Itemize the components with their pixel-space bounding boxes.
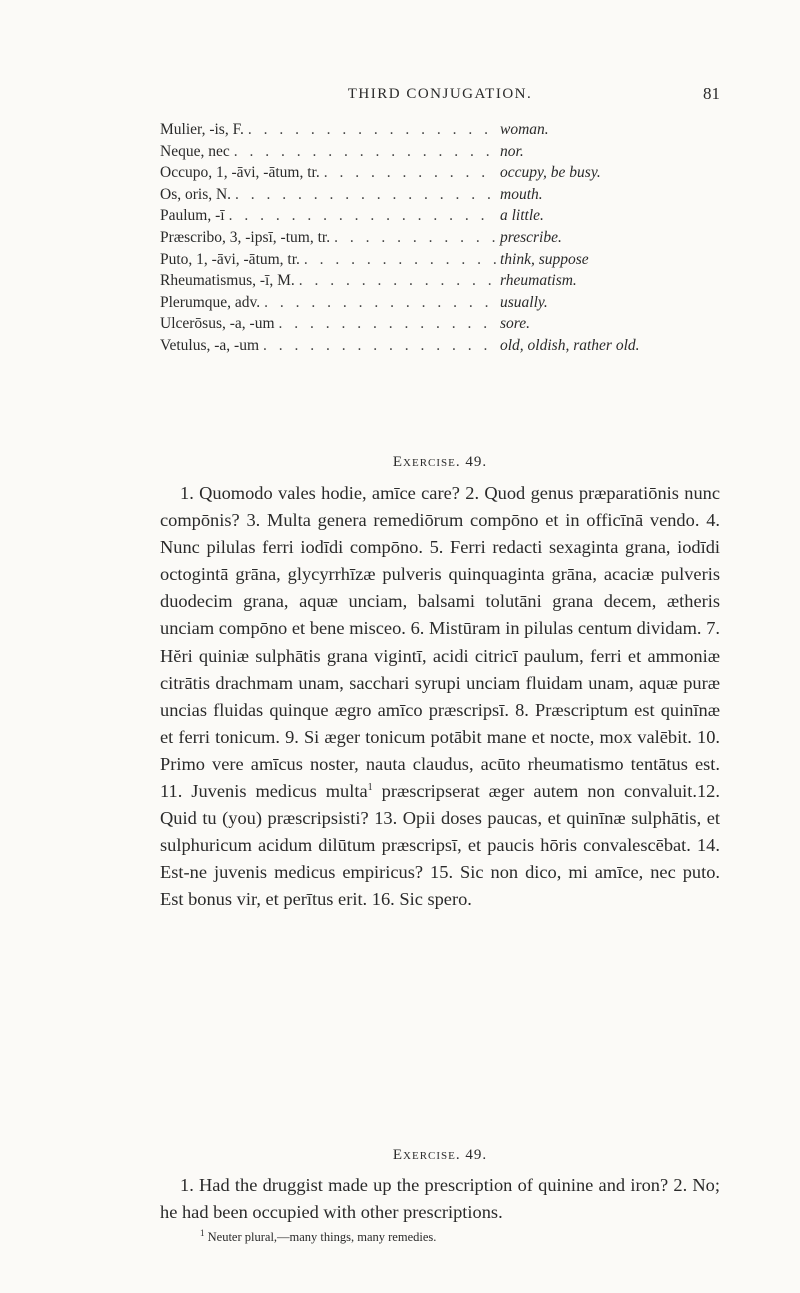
- sentence: 8. Præscriptum est quinīnæ et ferri tonicum.: [160, 699, 720, 747]
- sentence: 7. Hĕri quiniæ sulphātis grana vigintī, acidi citricī paulum, ferri et ammoniæ citrātis drachmam unam, sacchari syrupi unciam fluidam unam, aquæ puræ uncias fluidas quinque ægro amīco præscripsī.: [160, 618, 720, 720]
- footnote-number: 1: [200, 1227, 205, 1238]
- vocab-latin: Occupo, 1, -āvi, -ātum, tr.: [160, 164, 320, 182]
- sentence: 1. Had the druggist made up the prescription of quinine and iron?: [180, 1175, 669, 1195]
- sentence: 11. Juvenis medicus multa: [160, 781, 368, 802]
- dot-leader: [248, 121, 496, 139]
- footnote: [200, 1227, 720, 1245]
- sentence-continued: præscripserat æger autem non convaluit.: [381, 781, 697, 802]
- vocab-entry: [160, 164, 720, 186]
- sentence: 3. Multa genera remediōrum compōno et in officīnā vendo.: [246, 510, 700, 531]
- vocab-english: old, oldish, rather old.: [500, 336, 640, 354]
- vocab-latin: Neque, nec: [160, 142, 230, 160]
- vocab-english: rheumatism.: [500, 272, 577, 290]
- vocab-english: mouth.: [500, 185, 543, 203]
- dot-leader: [234, 143, 496, 161]
- sentence: 2. No; he had been occupied with other prescriptions.: [160, 1175, 720, 1223]
- vocab-entry: [160, 315, 720, 337]
- sentence: Est bonus vir, et perītus erit.: [160, 889, 368, 910]
- vocab-english: prescribe.: [500, 228, 562, 246]
- vocab-latin: Puto, 1, -āvi, -ātum, tr.: [160, 250, 300, 268]
- vocab-latin: Ulcerōsus, -a, -um: [160, 315, 275, 333]
- english-exercise: [160, 1172, 720, 1226]
- vocab-entry: [160, 186, 720, 208]
- dot-leader: [263, 337, 496, 355]
- vocab-latin: Rheumatismus, -ī, M.: [160, 272, 295, 290]
- vocab-english: woman.: [500, 121, 549, 138]
- vocab-english: sore.: [500, 315, 530, 333]
- sentence: 6. Mistūram in pilulas centum dividam.: [410, 618, 702, 639]
- sentence: 9. Si æger tonicum potābit mane et nocte, mox valēbit.: [285, 726, 692, 747]
- dot-leader: [334, 229, 496, 247]
- dot-leader: [235, 186, 496, 204]
- vocab-latin: Mulier, -is, F.: [160, 121, 244, 138]
- dot-leader: [324, 164, 496, 182]
- page-number: 81: [703, 84, 720, 103]
- sentence: 16. Sic spero.: [371, 889, 472, 910]
- vocab-entry: [160, 337, 720, 359]
- footnote-marker: 1: [367, 781, 373, 793]
- dot-leader: [304, 251, 496, 269]
- vocab-entry: [160, 251, 720, 273]
- sentence: 13. Opii doses paucas, et quinīnæ sulphātis, et sulphuricum acidum dilūtum præscripsī, et paucis hōris convalescēbat.: [160, 808, 720, 856]
- latin-exercise: [160, 480, 720, 914]
- vocab-latin: Vetulus, -a, -um: [160, 336, 260, 354]
- vocab-latin: Os, oris, N.: [160, 185, 232, 203]
- vocab-latin: Præscribo, 3, -ipsī, -tum, tr.: [160, 228, 331, 246]
- vocab-english: usually.: [500, 293, 548, 311]
- vocab-english: a little.: [500, 207, 544, 225]
- dot-leader: [299, 272, 496, 290]
- vocab-english: nor.: [500, 142, 524, 160]
- dot-leader: [279, 315, 497, 333]
- exercise-heading: Exercise. 49.: [392, 1147, 488, 1163]
- vocabulary-list: [160, 121, 720, 359]
- sentence: 15. Sic non dico, mi amīce, nec puto.: [430, 862, 721, 883]
- exercise-paragraph: [160, 480, 720, 914]
- vocab-latin: Paulum, -ī: [160, 207, 225, 225]
- vocab-entry: [160, 229, 720, 251]
- dot-leader: [229, 207, 496, 225]
- sentence: 1. Quomodo vales hodie, amīce care?: [180, 483, 460, 503]
- vocab-entry: [160, 207, 720, 229]
- dot-leader: [264, 294, 496, 312]
- exercise-paragraph: [160, 1172, 720, 1226]
- sentence: 4. Nunc pilulas ferri iodīdi compōno.: [160, 510, 720, 558]
- page-header: [160, 86, 720, 110]
- exercise-heading: Exercise. 49.: [392, 454, 488, 470]
- sentence: 14. Est-ne juvenis medicus empiricus?: [160, 835, 720, 883]
- vocab-entry: [160, 121, 720, 143]
- sentence: 5. Ferri redacti sexaginta grana, iodīdi octogintā grāna, glycyrrhīzæ pulveris quinquaginta grāna, acaciæ pulveris duodecim grana, aquæ unciam, balsami tolutāni grana decem, ætheris unciam compōno et bene misceo.: [160, 537, 720, 639]
- vocab-entry: [160, 294, 720, 316]
- vocab-latin: Plerumque, adv.: [160, 293, 261, 311]
- sentence: 10. Primo vere amīcus noster, nauta claudus, acūto rheumatismo tentātus est.: [160, 726, 721, 774]
- vocab-english: occupy, be busy.: [500, 164, 601, 182]
- running-title: THIRD CONJUGATION.: [347, 86, 533, 102]
- sentence: 2. Quod genus præparatiōnis nunc compōnis?: [160, 483, 721, 531]
- vocab-entry: [160, 272, 720, 294]
- sentence: 12. Quid tu (you) præscripsisti?: [160, 781, 720, 829]
- vocab-english: think, suppose: [500, 250, 589, 268]
- footnote-text: Neuter plural,—many things, many remedies.: [207, 1230, 437, 1244]
- vocab-entry: [160, 143, 720, 165]
